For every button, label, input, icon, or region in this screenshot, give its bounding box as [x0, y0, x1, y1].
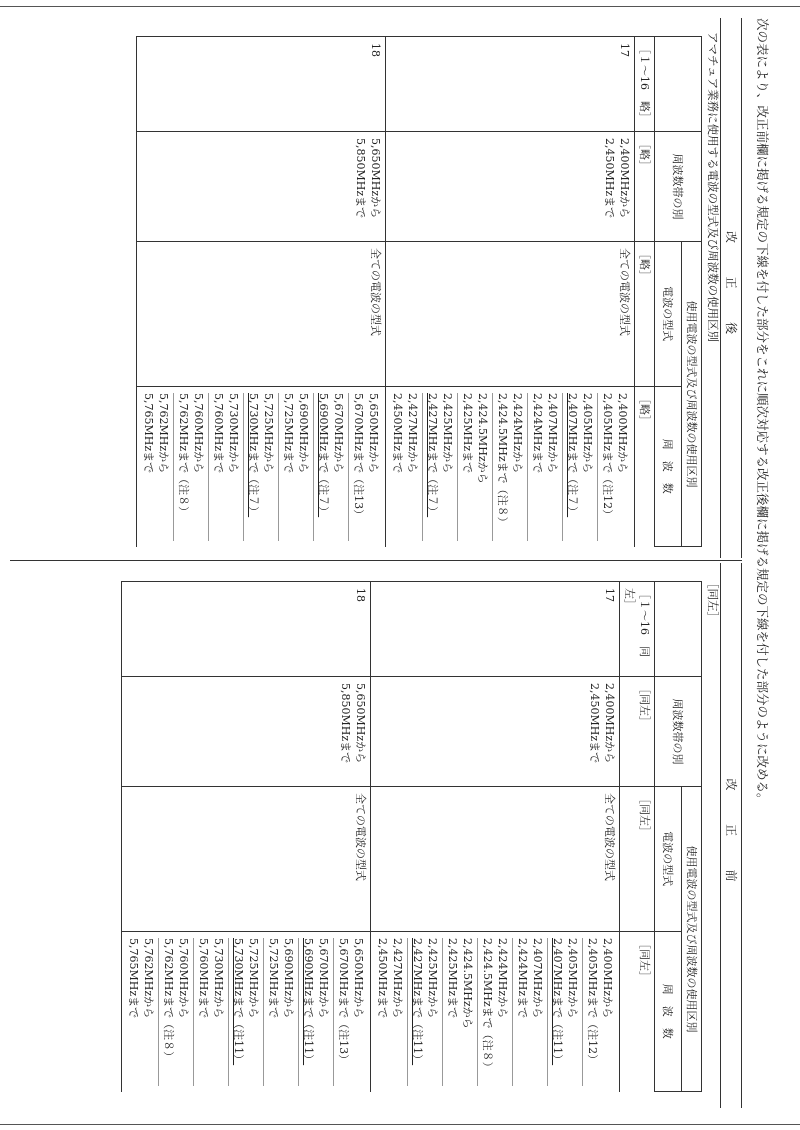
text-line: 2,425MHzから — [426, 938, 439, 1019]
frequency-range — [457, 393, 492, 541]
column-divider — [10, 560, 742, 561]
frequency-range — [442, 938, 477, 1086]
text-line: 2,450MHzまで — [588, 683, 601, 764]
text-line: 2,405MHzまで（注12） — [586, 938, 599, 1066]
frequency-range — [597, 393, 632, 541]
text-line: 2,424.5MHzから — [461, 938, 474, 1029]
text-line: 2,407MHzまで（注11） — [551, 938, 564, 1066]
text-line: 5,762MHzから — [157, 393, 170, 474]
text-line: 5,725MHzから — [247, 938, 260, 1019]
before-row-17: 17 2,400MHzから 2,450MHzまで 全ての電波の型式 2,400MHzから 2,405MHzまで（注12） 2,405MHzから 2,407MHzまで（注11） 2,407MHzから 2,424MHzまで 2,424MHzから 2,424.5MHzまで（注８） 2,424.5MHzから 2,425MHzまで 2,425MHzから 2,427MHzまで（注11） 2,427MHzから 2,450MHzまで — [370, 582, 619, 1092]
frequency-range — [193, 938, 228, 1086]
text-line: 2,400MHzから — [616, 393, 629, 474]
text-line: 2,425MHzから — [441, 393, 454, 474]
text-line: 5,725MHzから — [262, 393, 275, 474]
text-line: 5,762MHzまで（注８） — [177, 393, 190, 518]
frequency-range — [512, 938, 547, 1086]
text-line: 2,424MHzまで — [516, 938, 529, 1019]
frequency-range — [124, 938, 158, 1086]
frequency-range — [547, 938, 582, 1086]
text-line: 5,690MHzから — [297, 393, 310, 474]
text-line: 5,650MHzから — [367, 393, 380, 474]
before-col-group: 使用電波の型式及び周波数の使用区別 電波の型式 周 波 数 — [655, 787, 701, 1092]
text-line: 2,424.5MHzから — [476, 393, 489, 484]
text-line: 5,670MHzから — [332, 393, 345, 474]
frequency-range — [263, 938, 298, 1086]
after-col-group: 使用電波の型式及び周波数の使用区別 電波の型式 周 波 数 — [655, 242, 701, 547]
text-line: 2,450MHzまで — [603, 138, 616, 219]
text-line: 5,690MHzから — [282, 938, 295, 1019]
before-table-header — [654, 582, 701, 1092]
text-line: 2,405MHzから — [566, 938, 579, 1019]
text-line: 5,730MHzまで（注７） — [247, 393, 260, 518]
frequency-range — [492, 393, 527, 541]
text-line: 5,690MHzまで（注11） — [302, 938, 315, 1066]
frequency-range — [243, 393, 278, 541]
text-line: 5,765MHzまで — [142, 393, 155, 474]
before-table-title: ［同左］ — [706, 577, 720, 623]
text-line: 5,690MHzまで（注７） — [317, 393, 330, 518]
text-line: 2,425MHzまで — [461, 393, 474, 474]
text-line: 5,760MHzまで — [212, 393, 225, 474]
frequency-range — [407, 938, 442, 1086]
frequency-range — [422, 393, 457, 541]
text-line: 2,424MHzまで — [531, 393, 544, 474]
text-line: 5,650MHzから — [354, 683, 367, 764]
text-line: 5,650MHzから — [369, 138, 382, 219]
text-line: 5,850MHzまで — [354, 138, 367, 219]
before-header: 改 正 前 — [720, 563, 742, 1108]
text-line: 2,450MHzまで — [391, 393, 404, 474]
after-col-type: 電波の型式 — [655, 242, 681, 387]
text-line: 2,424MHzから — [511, 393, 524, 474]
rotated-content — [10, 18, 770, 1118]
frequency-range — [173, 393, 208, 541]
frequency-range — [278, 393, 313, 541]
text-line: 2,427MHzから — [406, 393, 419, 474]
text-line: 5,760MHzまで — [197, 938, 210, 1019]
after-header: 改 正 後 — [720, 18, 742, 558]
before-col-freq: 周 波 数 — [661, 983, 675, 1039]
text-line: 5,850MHzまで — [339, 683, 352, 764]
text-line: 2,400MHzから — [601, 938, 614, 1019]
text-line: 5,725MHzまで — [267, 938, 280, 1019]
frequency-range — [348, 393, 383, 541]
frequency-range — [562, 393, 597, 541]
frequency-range — [158, 938, 193, 1086]
after-row-17: 17 2,400MHzから 2,450MHzまで 全ての電波の型式 2,400MHzから 2,405MHzまで（注12） 2,405MHzから 2,407MHzまで（注７） 2,407MHzから 2,424MHzまで 2,424MHzから 2,424.5MHzまで（注８） 2,424.5MHzから 2,425MHzまで 2,425MHzから 2,427MHzまで（注７） 2,427MHzから 2,450MHzまで — [385, 37, 634, 547]
before-row-18: 18 5,650MHzから 5,850MHzまで 全ての電波の型式 5,650MHzから 5,670MHzまで（注13） 5,670MHzから 5,690MHzまで（注11） 5,690MHzから 5,725MHzまで 5,725MHzから 5,730MHzまで（注11） 5,730MHzから 5,760MHzまで 5,760MHzから 5,762MHzまで（注８） 5,762MHzから 5,765MHzまで — [121, 582, 370, 1092]
text-line: 5,730MHzから — [212, 938, 225, 1019]
frequency-range — [373, 938, 407, 1086]
intro-text: 次の表により、改正前欄に掲げる規定の下線を付した部分をこれに順次対応する改正後欄に掲げる規定の下線を付した部分のように改める。 — [755, 18, 770, 806]
text-line: 5,730MHzから — [227, 393, 240, 474]
text-line: 2,427MHzまで（注７） — [426, 393, 439, 518]
text-line: 2,424MHzから — [496, 938, 509, 1019]
after-table — [136, 36, 702, 547]
text-line: 2,400MHzから — [618, 138, 631, 219]
before-col-band: 周波数帯の別 — [655, 677, 701, 787]
text-line: 5,670MHzから — [317, 938, 330, 1019]
frequency-range — [208, 393, 243, 541]
text-line: 5,670MHzまで（注13） — [337, 938, 350, 1066]
after-row-18: 18 5,650MHzから 5,850MHzまで 全ての電波の型式 5,650MHzから 5,670MHzまで（注13） 5,670MHzから 5,690MHzまで（注７） 5,690MHzから 5,725MHzまで 5,725MHzから 5,730MHzまで（注７） 5,730MHzから 5,760MHzまで 5,760MHzから 5,762MHzまで（注８） 5,762MHzから 5,765MHzまで — [136, 37, 385, 547]
frequency-range — [139, 393, 173, 541]
text-line: 2,405MHzまで（注12） — [601, 393, 614, 521]
text-line: 2,407MHzから — [546, 393, 559, 474]
text-line: 5,650MHzから — [352, 938, 365, 1019]
text-line: 2,425MHzまで — [446, 938, 459, 1019]
text-line: 5,762MHzまで（注８） — [162, 938, 175, 1063]
text-line: 5,725MHzまで — [282, 393, 295, 474]
text-line: 2,407MHzまで（注７） — [566, 393, 579, 518]
text-line: 5,762MHzから — [142, 938, 155, 1019]
text-line: 5,670MHzまで（注13） — [352, 393, 365, 521]
frequency-range — [582, 938, 617, 1086]
after-col-freq: 周 波 数 — [661, 438, 675, 494]
text-line: 2,405MHzから — [581, 393, 594, 474]
text-line: 2,450MHzまで — [376, 938, 389, 1019]
before-col-type: 電波の型式 — [655, 787, 681, 932]
text-line: 5,760MHzから — [177, 938, 190, 1019]
text-line: 2,424.5MHzまで（注８） — [481, 938, 494, 1073]
frequency-range — [333, 938, 368, 1086]
text-line: 2,427MHzまで（注11） — [411, 938, 424, 1066]
text-line: 5,765MHzまで — [127, 938, 140, 1019]
after-omit-row: ［１～16 略］ ［略］ ［略］ ［略］ — [634, 37, 654, 547]
frequency-range — [228, 938, 263, 1086]
after-col-index — [655, 37, 701, 132]
before-omit-row: ［１～16 同左］ ［同左］ ［同左］ ［同左］ — [619, 582, 654, 1092]
after-col-band: 周波数帯の別 — [655, 132, 701, 242]
frequency-range — [313, 393, 348, 541]
frequency-range — [298, 938, 333, 1086]
text-line: 5,730MHzまで（注11） — [232, 938, 245, 1066]
text-line: 2,400MHzから — [603, 683, 616, 764]
text-line: 2,427MHzから — [391, 938, 404, 1019]
frequency-range — [388, 393, 422, 541]
text-line: 2,407MHzから — [531, 938, 544, 1019]
text-line: 2,424.5MHzまで（注８） — [496, 393, 509, 528]
after-table-header — [654, 37, 701, 547]
text-line: 5,760MHzから — [192, 393, 205, 474]
before-col-index — [655, 582, 701, 677]
frequency-range — [527, 393, 562, 541]
frequency-range — [477, 938, 512, 1086]
before-table — [121, 581, 702, 1092]
after-table-title: アマチュア業務に使用する電波の型式及び周波数の使用区別 — [706, 32, 720, 343]
